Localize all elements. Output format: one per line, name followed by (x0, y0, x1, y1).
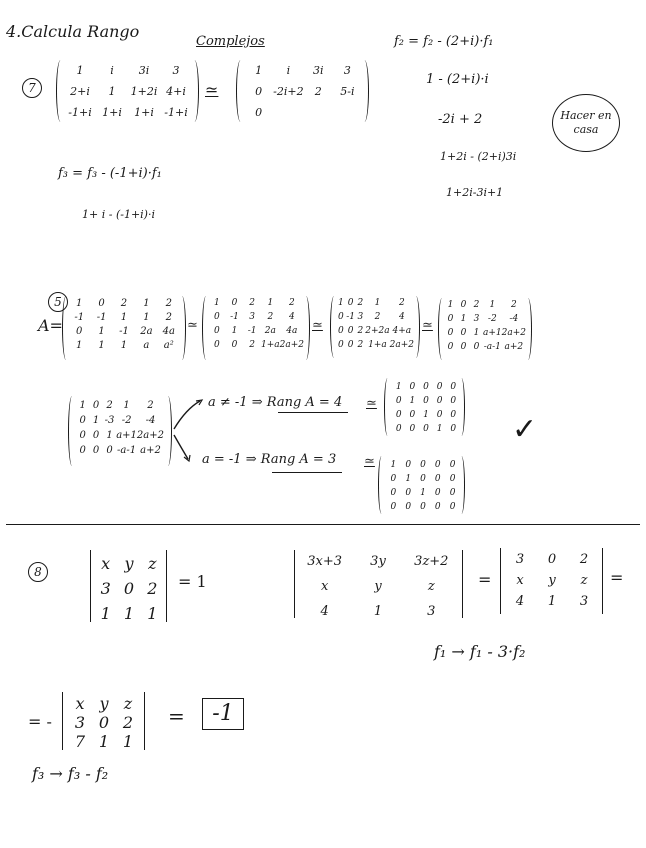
cell: 1+a (368, 340, 387, 350)
cell: 1 (100, 604, 111, 623)
cell: 1 (143, 312, 150, 323)
cell: 0 (338, 312, 344, 322)
cell: 2a+2 (501, 328, 526, 338)
cell: 1 (473, 328, 480, 338)
cell (304, 106, 333, 119)
cell: 0 (98, 298, 105, 309)
cell: 0 (405, 502, 412, 512)
cell: x (75, 694, 85, 713)
cell: z (580, 573, 588, 588)
cell: 2 (147, 579, 158, 598)
cell: 2 (357, 340, 364, 350)
cell (333, 106, 362, 119)
cell: 0 (420, 474, 426, 484)
cell: a+2 (504, 342, 524, 352)
underline (278, 412, 348, 413)
cell: 0 (473, 342, 480, 352)
cell: 2 (398, 298, 405, 308)
cell: 4a (286, 326, 298, 336)
cell: 1 (547, 594, 557, 609)
cell: 0 (434, 488, 441, 498)
cell: x (516, 573, 524, 588)
cell: a+1 (116, 430, 137, 441)
cell: 2 (147, 400, 154, 411)
cell: 2 (106, 400, 113, 411)
cell: 0 (460, 328, 467, 338)
cell: 0 (213, 326, 220, 336)
check-mark: ✓ (512, 412, 538, 447)
cell: 0 (106, 445, 113, 456)
cell: 0 (449, 474, 456, 484)
f3-working: 1+ i - (-1+i)·i (82, 208, 155, 221)
approx-symbol: ≃ (205, 80, 219, 99)
cell: 1 (409, 396, 416, 406)
cell: 1 (338, 298, 344, 308)
cell: 1 (98, 340, 105, 351)
cell (273, 106, 303, 119)
cell: 0 (436, 382, 443, 392)
cell: 4 (398, 312, 405, 322)
cell: 1 (231, 326, 238, 336)
cell: -a-1 (483, 342, 501, 352)
cell: 3 (357, 312, 364, 322)
cell: 0 (447, 328, 454, 338)
cell: 1 (123, 604, 135, 623)
cell: a (143, 340, 150, 351)
cell: 5-i (340, 85, 355, 98)
cell: 3z+2 (414, 554, 449, 569)
cell: 3 (100, 579, 111, 598)
row-op-line: 1+2i-3i+1 (446, 186, 504, 199)
row-op-line: -2i + 2 (438, 112, 483, 127)
cell: 0 (450, 382, 457, 392)
cell: 2 (249, 340, 256, 350)
section-divider (6, 524, 640, 525)
cell: 0 (447, 342, 454, 352)
cell: 1 (405, 474, 412, 484)
cell: 0 (420, 460, 426, 470)
cell: x (320, 579, 329, 594)
cell: 0 (255, 85, 263, 98)
equals-sign: = (168, 704, 185, 728)
cell: 0 (395, 424, 402, 434)
cell: 3 (74, 713, 86, 732)
cell: 0 (449, 460, 456, 470)
cell: 0 (395, 396, 402, 406)
cell: -1+i (164, 106, 188, 119)
cell: 1 (436, 424, 443, 434)
approx-symbol: ≃ (422, 318, 433, 333)
cell: 0 (98, 713, 110, 732)
approx-symbol: ≃ (187, 318, 198, 333)
cell: 1+2i (130, 85, 158, 98)
cell: 0 (92, 400, 100, 411)
cell: 0 (460, 300, 467, 310)
cell: 0 (447, 314, 454, 324)
cell: 0 (255, 106, 263, 119)
cell: 1 (395, 382, 402, 392)
cell: y (99, 694, 109, 713)
cell: 0 (436, 410, 443, 420)
cell: 0 (434, 502, 441, 512)
cell: 1+i (102, 106, 122, 119)
cell: y (548, 573, 556, 588)
cell: 0 (92, 445, 100, 456)
cell: 0 (450, 396, 457, 406)
cell: 2a (264, 326, 276, 336)
cell: 2 (122, 713, 134, 732)
cell: 0 (92, 430, 100, 441)
complejos-label: Complejos (196, 34, 265, 49)
cell: 1 (213, 298, 220, 308)
cell: 1 (76, 340, 83, 351)
cell: 4 (320, 604, 329, 619)
cell: 3x+3 (307, 554, 343, 569)
cell: 1 (143, 298, 150, 309)
cell: 3 (579, 594, 589, 609)
cell: 4+a (392, 326, 412, 336)
cell: 0 (449, 502, 456, 512)
cell: 1+i (134, 106, 154, 119)
cell: 0 (395, 410, 402, 420)
cell: 4a (162, 326, 175, 337)
cell: 2+i (70, 85, 90, 98)
cell: 7 (74, 732, 86, 751)
cell: -2i+2 (273, 85, 304, 98)
cell: 1 (423, 410, 429, 420)
cell: 1 (120, 312, 128, 323)
cell: 3i (312, 64, 324, 77)
cell: 1 (98, 326, 105, 337)
cell: 2a+2 (279, 340, 304, 350)
cell: 1 (122, 732, 134, 751)
cell: 0 (547, 552, 557, 567)
cell: 1 (489, 300, 496, 310)
cell: x (101, 554, 111, 573)
cell: 0 (338, 340, 344, 350)
cell: 3 (427, 604, 436, 619)
cell: 1 (373, 604, 383, 619)
cell: -1 (346, 312, 356, 322)
matrix-a-label: A= (38, 316, 63, 335)
cell: 0 (390, 488, 397, 498)
cell: z (148, 554, 157, 573)
cell: 0 (79, 415, 86, 426)
cell: 2 (473, 300, 480, 310)
cell: 2a+2 (136, 430, 164, 441)
row-op-f3: f₃ → f₃ - f₂ (32, 764, 109, 783)
approx-symbol: ≃ (312, 318, 323, 333)
cell: -1 (119, 326, 129, 337)
cell: 1 (79, 400, 86, 411)
exercise-7-number: 7 (22, 78, 42, 98)
cell: 3 (249, 312, 256, 322)
cell: 0 (231, 298, 238, 308)
cell: z (427, 579, 435, 594)
row-op-f1: f₁ → f₁ - 3·f₂ (434, 642, 526, 661)
cell: 0 (338, 326, 344, 336)
cell: 1+a (260, 340, 280, 350)
cell: 0 (123, 579, 135, 598)
boxed-result: -1 (202, 698, 244, 730)
cell: 0 (434, 460, 441, 470)
cell: 0 (436, 396, 443, 406)
cell: a+1 (483, 328, 502, 338)
cell: 1 (76, 64, 84, 77)
cell: 3 (172, 64, 180, 77)
approx-symbol: ≃ (366, 396, 377, 411)
cell: 2 (357, 298, 364, 308)
cell: 0 (450, 410, 457, 420)
cell: 0 (409, 424, 416, 434)
cell: 2 (510, 300, 517, 310)
cell: 1 (447, 300, 454, 310)
cell: 0 (405, 488, 412, 498)
cell: 0 (405, 460, 412, 470)
approx-symbol: ≃ (364, 454, 375, 469)
f3-operation: f₃ = f₃ - (-1+i)·f₁ (58, 166, 162, 181)
det-equals-one: = 1 (178, 572, 207, 591)
cell: 2 (374, 312, 381, 322)
cell: i (110, 64, 114, 77)
cell: -1+i (68, 106, 92, 119)
cell: y (124, 554, 134, 573)
cell: 0 (460, 342, 467, 352)
cell: 1 (108, 85, 116, 98)
cell: 0 (420, 502, 426, 512)
equals-sign: = (610, 568, 624, 587)
cell: 4 (515, 594, 525, 609)
cell: z (123, 694, 133, 713)
cell: 1 (267, 298, 274, 308)
cell: 0 (423, 424, 429, 434)
cell: -3 (104, 415, 115, 426)
cell: 1 (76, 298, 83, 309)
equals-sign: = (478, 570, 492, 589)
cell: 1 (255, 64, 263, 77)
cell: 0 (79, 430, 86, 441)
cell: 0 (450, 424, 457, 434)
cell: 0 (79, 445, 86, 456)
cell: 1 (460, 314, 467, 324)
cell: 2 (357, 326, 364, 336)
cell: 2 (249, 298, 256, 308)
cell: 2a (140, 326, 153, 337)
cell: i (286, 64, 291, 77)
cell: 4 (288, 312, 295, 322)
exercise-8-number: 8 (28, 562, 48, 582)
cell: -4 (509, 314, 519, 324)
cell: 0 (423, 396, 429, 406)
cell: -2 (487, 314, 497, 324)
cell: 0 (409, 410, 416, 420)
cell: -1 (230, 312, 239, 322)
cell: 0 (347, 326, 354, 336)
cell: 0 (449, 488, 456, 498)
cell: 2 (120, 298, 128, 309)
cell: 1 (98, 732, 110, 751)
row-op-line: 1+2i - (2+i)3i (440, 150, 517, 163)
cell: 0 (347, 340, 354, 350)
cell: y (374, 579, 382, 594)
cell: a+2 (140, 445, 161, 456)
cell: 2 (165, 298, 172, 309)
cell: 2 (288, 298, 295, 308)
cell: 1 (390, 460, 397, 470)
cell: 2 (267, 312, 274, 322)
cell: 1 (106, 430, 113, 441)
cell: 3 (473, 314, 480, 324)
cell: -2 (121, 415, 132, 426)
cell: 0 (76, 326, 83, 337)
cell: 0 (213, 312, 220, 322)
cell: 0 (423, 382, 429, 392)
cell: 0 (213, 340, 220, 350)
cell: -1 (96, 312, 107, 323)
cell: 2a+2 (389, 340, 414, 350)
cell: -1 (74, 312, 85, 323)
case-a-not-minus-1: a ≠ -1 ⇒ Rang A = 4 (208, 395, 343, 410)
cell: 0 (409, 382, 416, 392)
cell: a² (163, 340, 174, 351)
cell: 3 (343, 64, 351, 77)
cell: 0 (390, 502, 397, 512)
cell: 3 (515, 552, 525, 567)
underline (272, 472, 342, 473)
cell: 2 (314, 85, 322, 98)
negative-equals: = - (28, 712, 52, 731)
cell: -a-1 (117, 445, 137, 456)
case-a-minus-1: a = -1 ⇒ Rang A = 3 (202, 452, 337, 467)
cell: 2 (579, 552, 589, 567)
cell: 1 (92, 415, 100, 426)
cell: -1 (247, 326, 257, 336)
cell: 1 (420, 488, 426, 498)
row-op-line: 1 - (2+i)·i (426, 72, 489, 87)
cell: 1 (123, 400, 130, 411)
row-op-f2: f₂ = f₂ - (2+i)·f₁ (394, 34, 494, 49)
page-title: 4.Calcula Rango (6, 22, 140, 41)
cell: 1 (147, 604, 158, 623)
cell: 3i (138, 64, 150, 77)
cell: 1 (374, 298, 381, 308)
cell: 0 (231, 340, 238, 350)
cell: 1 (120, 340, 128, 351)
cell: 0 (347, 298, 354, 308)
cell: 2+2a (365, 326, 390, 336)
exercise-5-number: 5 (48, 292, 68, 312)
cell: 4+i (166, 85, 186, 98)
cell: -4 (145, 415, 156, 426)
homework-note-circle: Hacer en casa (552, 94, 620, 152)
cell: 3y (370, 554, 386, 569)
cell: 0 (390, 474, 397, 484)
cell: 0 (434, 474, 441, 484)
cell: 2 (165, 312, 172, 323)
